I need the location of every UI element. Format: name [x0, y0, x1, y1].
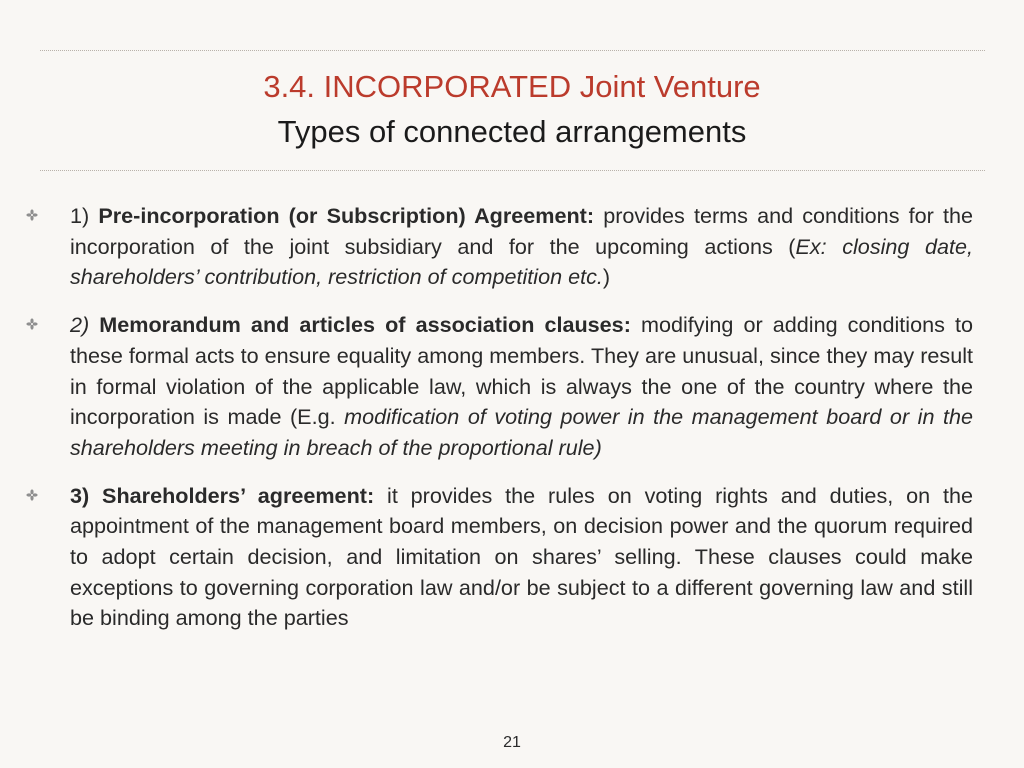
bullet-list — [70, 201, 973, 651]
top-divider — [40, 50, 985, 51]
slide-title-line-1: 3.4. INCORPORATED Joint Venture — [263, 69, 761, 104]
bullet-2-example: modification of voting power in the management board or in the shareholders meeting in breach of the proportional rule) — [70, 404, 973, 460]
bullet-item-2 — [70, 310, 973, 464]
bullet-1-lead: 1) — [70, 203, 99, 228]
bullet-1-example: Ex: closing date, shareholders’ contribution, restriction of competition etc. — [70, 233, 973, 290]
four-petal-flower-icon — [26, 489, 38, 501]
bullet-2-lead: 2) — [70, 312, 90, 338]
bullet-3-body: it provides the rules on voting rights and duties, on the appointment of the management board members, on decision power and the quorum required to adopt certain decision, and limitation on shares’ selling. These clauses could make exceptions to governing corporation law and/or be subject to a different governing law and still be binding among the parties — [70, 482, 973, 631]
bullet-1-body: provides terms and conditions for the incorporation of the joint subsidiary and for the upcoming actions ( — [70, 203, 973, 259]
bullet-1-tail: ) — [602, 264, 611, 290]
page-number: 21 — [503, 734, 521, 751]
bullet-2-heading: Memorandum and articles of association clauses: — [89, 312, 631, 338]
four-petal-flower-icon — [26, 209, 38, 221]
slide-title-line-2: Types of connected arrangements — [277, 114, 747, 149]
bullet-1-heading: Pre-incorporation (or Subscription) Agreement: — [98, 203, 595, 228]
bullet-3-heading: 3) Shareholders’ agreement: — [70, 482, 375, 508]
four-petal-flower-icon — [26, 318, 38, 330]
bullet-item-3 — [70, 481, 973, 635]
title-divider — [40, 170, 985, 171]
bullet-item-1 — [70, 201, 973, 293]
bullet-2-body: modifying or adding conditions to these formal acts to ensure equality among members. They are unusual, since they may result in formal violation of the applicable law, which is always the one of the country where the incorporation is made (E.g. — [70, 312, 973, 430]
slide-title — [0, 66, 1024, 156]
